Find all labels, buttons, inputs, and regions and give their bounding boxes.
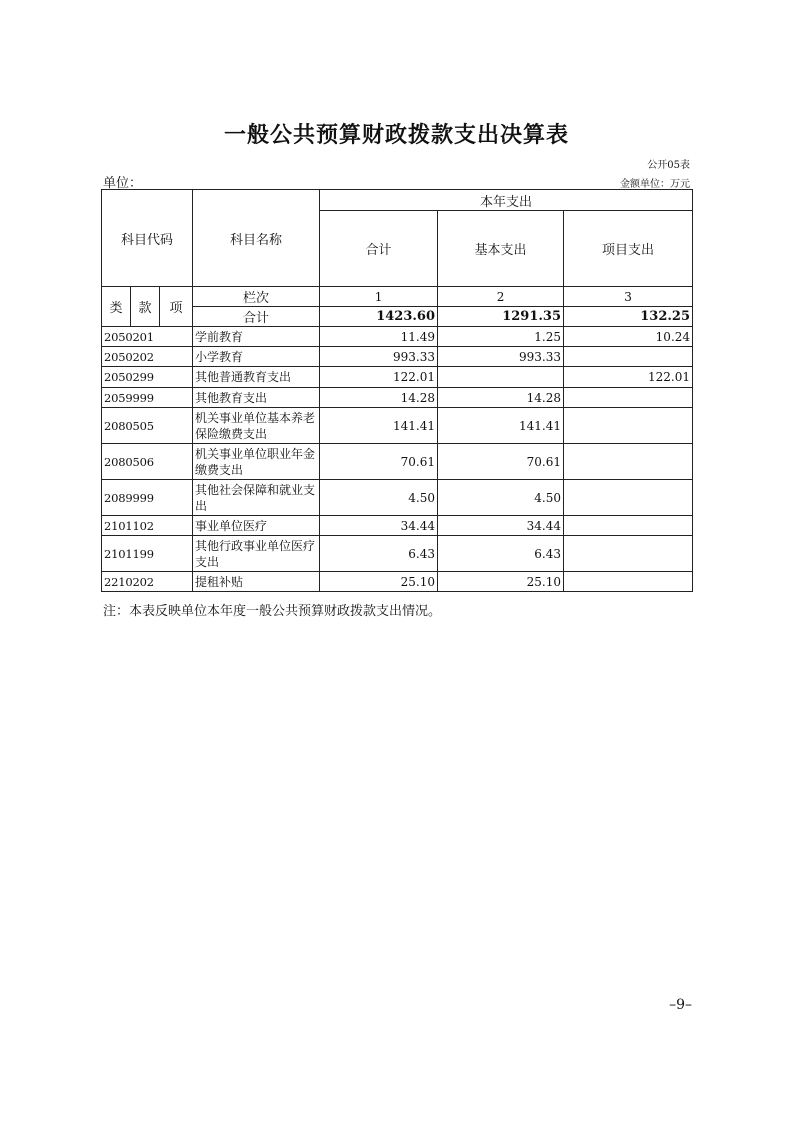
expenditure-table bbox=[101, 189, 693, 592]
row-project bbox=[564, 408, 693, 444]
row-name: 学前教育 bbox=[193, 327, 320, 347]
row-project bbox=[564, 347, 693, 367]
row-code: 2050201 bbox=[102, 327, 193, 347]
table-row bbox=[102, 327, 693, 347]
row-project bbox=[564, 572, 693, 592]
row-basic: 993.33 bbox=[438, 347, 564, 367]
row-project bbox=[564, 480, 693, 516]
table-row bbox=[102, 388, 693, 408]
header-basic: 基本支出 bbox=[438, 211, 564, 287]
row-basic: 34.44 bbox=[438, 516, 564, 536]
row-total: 14.28 bbox=[320, 388, 438, 408]
table-row bbox=[102, 516, 693, 536]
column-number-1: 1 bbox=[320, 287, 438, 307]
row-code: 2080505 bbox=[102, 408, 193, 444]
header-code: 科目代码 bbox=[102, 190, 193, 287]
form-number: 公开05表 bbox=[647, 160, 690, 171]
row-total: 6.43 bbox=[320, 536, 438, 572]
total-label: 合计 bbox=[193, 307, 320, 327]
row-project bbox=[564, 388, 693, 408]
table-note: 注：本表反映单位本年度一般公共预算财政拨款支出情况。 bbox=[103, 604, 442, 619]
row-name: 小学教育 bbox=[193, 347, 320, 367]
row-basic: 141.41 bbox=[438, 408, 564, 444]
table-row bbox=[102, 347, 693, 367]
row-total: 25.10 bbox=[320, 572, 438, 592]
header-name: 科目名称 bbox=[193, 190, 320, 287]
column-number-2: 2 bbox=[438, 287, 564, 307]
row-basic: 6.43 bbox=[438, 536, 564, 572]
row-project bbox=[564, 444, 693, 480]
row-code: 2059999 bbox=[102, 388, 193, 408]
row-code: 2101199 bbox=[102, 536, 193, 572]
header-current-year: 本年支出 bbox=[320, 190, 693, 211]
row-name: 其他行政事业单位医疗支出 bbox=[193, 536, 320, 572]
header-xiang: 项 bbox=[160, 287, 193, 327]
row-code: 2210202 bbox=[102, 572, 193, 592]
table-row bbox=[102, 367, 693, 388]
row-basic: 70.61 bbox=[438, 444, 564, 480]
table-row bbox=[102, 480, 693, 516]
row-basic: 4.50 bbox=[438, 480, 564, 516]
total-basic: 1291.35 bbox=[438, 307, 564, 327]
row-name: 事业单位医疗 bbox=[193, 516, 320, 536]
header-lei: 类 bbox=[102, 287, 131, 327]
row-name: 其他社会保障和就业支出 bbox=[193, 480, 320, 516]
table-row bbox=[102, 408, 693, 444]
page-number: –9– bbox=[669, 997, 692, 1013]
row-name: 其他普通教育支出 bbox=[193, 367, 320, 388]
row-project: 10.24 bbox=[564, 327, 693, 347]
page-title: 一般公共预算财政拨款支出决算表 bbox=[223, 123, 569, 148]
row-basic: 14.28 bbox=[438, 388, 564, 408]
row-name: 机关事业单位基本养老保险缴费支出 bbox=[193, 408, 320, 444]
row-project bbox=[564, 516, 693, 536]
row-name: 其他教育支出 bbox=[193, 388, 320, 408]
header-column-no: 栏次 bbox=[193, 287, 320, 307]
total-amount: 1423.60 bbox=[320, 307, 438, 327]
header-project: 项目支出 bbox=[564, 211, 693, 287]
row-total: 34.44 bbox=[320, 516, 438, 536]
row-basic bbox=[438, 367, 564, 388]
row-total: 141.41 bbox=[320, 408, 438, 444]
row-basic: 25.10 bbox=[438, 572, 564, 592]
column-number-3: 3 bbox=[564, 287, 693, 307]
row-project: 122.01 bbox=[564, 367, 693, 388]
header-total: 合计 bbox=[320, 211, 438, 287]
header-kuan: 款 bbox=[131, 287, 160, 327]
total-project: 132.25 bbox=[564, 307, 693, 327]
row-project bbox=[564, 536, 693, 572]
row-code: 2050202 bbox=[102, 347, 193, 367]
money-unit-label: 金额单位：万元 bbox=[620, 179, 690, 190]
row-basic: 1.25 bbox=[438, 327, 564, 347]
row-total: 4.50 bbox=[320, 480, 438, 516]
table-row bbox=[102, 572, 693, 592]
row-code: 2089999 bbox=[102, 480, 193, 516]
row-total: 993.33 bbox=[320, 347, 438, 367]
table-row bbox=[102, 444, 693, 480]
row-code: 2050299 bbox=[102, 367, 193, 388]
table-row bbox=[102, 536, 693, 572]
row-total: 122.01 bbox=[320, 367, 438, 388]
unit-label: 单位： bbox=[103, 176, 143, 191]
row-code: 2101102 bbox=[102, 516, 193, 536]
row-code: 2080506 bbox=[102, 444, 193, 480]
row-name: 提租补贴 bbox=[193, 572, 320, 592]
row-total: 11.49 bbox=[320, 327, 438, 347]
row-total: 70.61 bbox=[320, 444, 438, 480]
row-name: 机关事业单位职业年金缴费支出 bbox=[193, 444, 320, 480]
